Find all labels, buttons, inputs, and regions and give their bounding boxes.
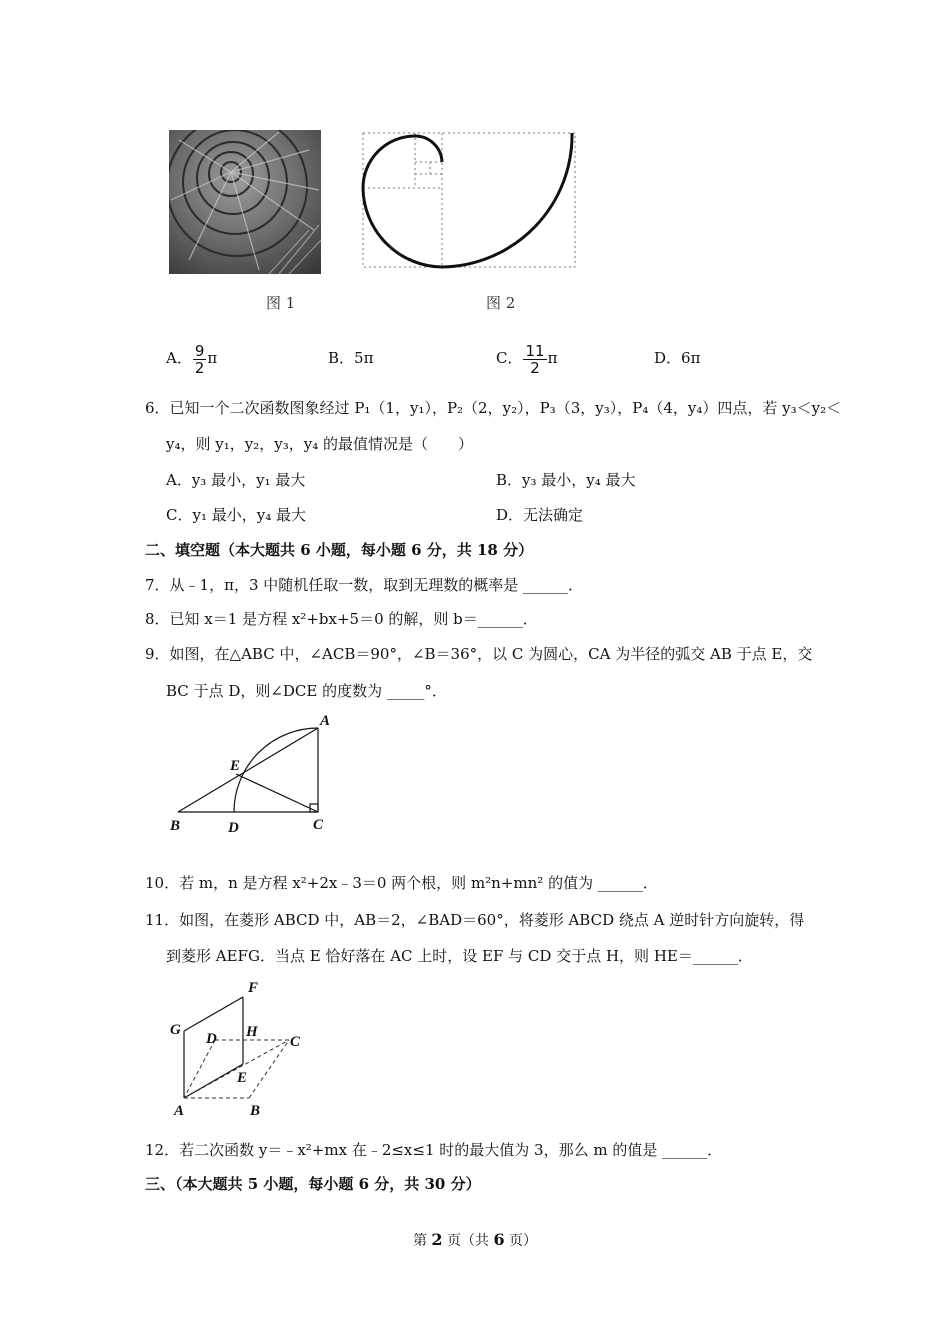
q5-a-denominator: 2 xyxy=(194,358,205,377)
q9-label-d: D xyxy=(228,820,239,836)
q11-label-e: E xyxy=(237,1070,248,1086)
q5-option-a: A． $\frac{9}{2}$ π xyxy=(166,341,218,377)
q11-stem-line2: 到菱形 AEFG．当点 E 恰好落在 AC 上时，设 EF 与 CD 交于点 H，则 HE＝______． xyxy=(166,947,753,965)
q9-label-b: B xyxy=(170,818,181,834)
q10: 10．若 m，n 是方程 x²+2x﹣3＝0 两个根，则 m²n+mn² 的值为 ______． xyxy=(145,874,658,892)
q5-option-b: B．5π xyxy=(328,349,374,367)
q11-stem-line1: 11．如图，在菱形 ABCD 中，AB＝2，∠BAD＝60°，将菱形 ABCD 绕点 A 逆时针方向旋转，得 xyxy=(145,911,805,929)
golden-spiral-figure xyxy=(360,130,580,272)
q5-c-numerator: 11 xyxy=(525,341,545,360)
q7: 7．从﹣1，π，3 中随机任取一数，取到无理数的概率是 ______． xyxy=(145,576,584,594)
pinecone-photo xyxy=(169,130,321,274)
q9-stem-line1: 9．如图，在△ABC 中，∠ACB＝90°，∠B＝36°，以 C 为圆心，CA 为半径的弧交 AB 于点 E，交 xyxy=(145,645,813,663)
q5-option-d: D．6π xyxy=(654,349,701,367)
q9-label-a: A xyxy=(320,713,331,729)
figure-2-caption: 图 2 xyxy=(486,294,516,312)
q11-label-a: A xyxy=(174,1103,185,1119)
q11-label-c: C xyxy=(290,1034,301,1050)
q9-label-e: E xyxy=(230,758,241,774)
total-page-count: 6 xyxy=(493,1230,505,1249)
q8: 8．已知 x＝1 是方程 x²+bx+5＝0 的解，则 b＝______． xyxy=(145,610,538,628)
q6-option-b: B．y₃ 最小，y₄ 最大 xyxy=(496,471,636,489)
q11-label-h: H xyxy=(246,1024,258,1040)
q5-c-denominator: 2 xyxy=(530,358,540,377)
q6-option-c: C．y₁ 最小，y₄ 最大 xyxy=(166,506,306,524)
section-2-heading: 二、填空题（本大题共 6 小题，每小题 6 分，共 18 分） xyxy=(145,541,534,559)
q11-label-d: D xyxy=(206,1031,217,1047)
current-page-number: 2 xyxy=(431,1230,443,1249)
page-footer: 第 2 页（共 6 页） xyxy=(412,1230,538,1249)
q9-triangle-figure xyxy=(160,708,350,838)
q11-rhombus-figure xyxy=(160,976,320,1124)
q11-label-f: F xyxy=(248,980,259,996)
q9-label-c: C xyxy=(313,817,324,833)
q6-stem-line2: y₄，则 y₁，y₂，y₃，y₄ 的最值情况是（ ） xyxy=(166,435,473,453)
q9-stem-line2: BC 于点 D，则∠DCE 的度数为 _____°． xyxy=(166,682,447,700)
q12: 12．若二次函数 y＝﹣x²+mx 在﹣2≤x≤1 时的最大值为 3，那么 m 的值是 ______． xyxy=(145,1141,723,1159)
q11-label-g: G xyxy=(170,1022,181,1038)
q5-option-c: C． $\frac{11}{2}$ π xyxy=(496,341,558,377)
figure-1-caption: 图 1 xyxy=(266,294,296,312)
q11-label-b: B xyxy=(250,1103,261,1119)
q5-a-numerator: 9 xyxy=(194,341,205,360)
spiral-curve xyxy=(363,133,572,267)
q6-option-a: A．y₃ 最小，y₁ 最大 xyxy=(166,471,306,489)
q6-option-d: D．无法确定 xyxy=(496,506,584,524)
section-3-heading: 三、（本大题共 5 小题，每小题 6 分，共 30 分） xyxy=(145,1175,481,1193)
q6-stem-line1: 6．已知一个二次函数图象经过 P₁（1，y₁），P₂（2，y₂），P₃（3，y₃），P₄（4，y₄）四点，若 y₃＜y₂＜ xyxy=(145,399,842,417)
